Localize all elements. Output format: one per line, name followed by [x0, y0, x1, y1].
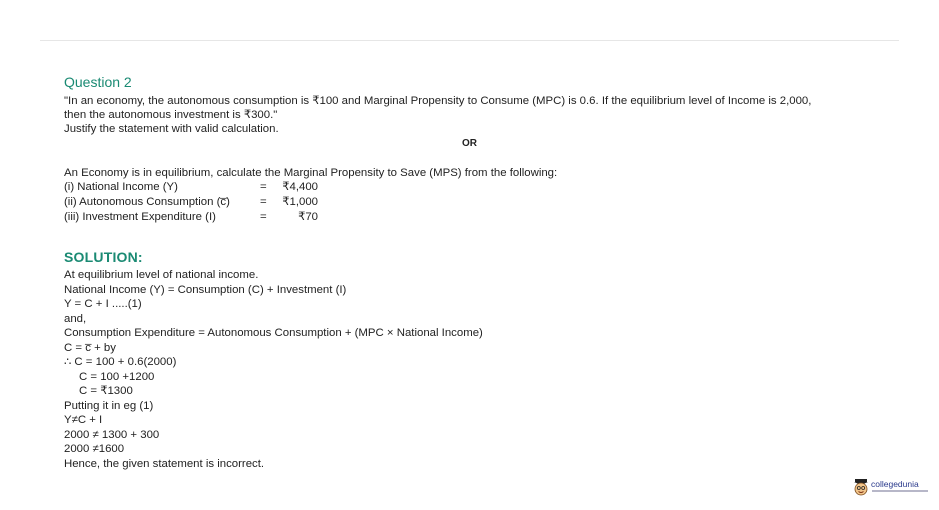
given-row	[64, 210, 364, 225]
solution-line: Y≠C + I	[64, 414, 103, 426]
or-separator: OR	[462, 138, 477, 149]
collegedunia-logo[interactable]	[850, 476, 930, 500]
solution-line: Putting it in eg (1)	[64, 400, 154, 412]
given-row	[64, 180, 364, 195]
solution-line: C = 100 +1200	[79, 371, 155, 383]
solution-line: Consumption Expenditure = Autonomous Consumption + (MPC × National Income)	[64, 327, 483, 339]
solution-line: At equilibrium level of national income.	[64, 269, 259, 281]
solution-line: C = c̅ + by	[64, 342, 116, 354]
solution-line: ∴ C = 100 + 0.6(2000)	[64, 356, 177, 368]
given-value: ₹1,000	[282, 196, 318, 208]
solution-line: Y = C + I .....(1)	[64, 298, 142, 310]
given-label: (i) National Income (Y)	[64, 181, 178, 193]
solution-line: 2000 ≠ 1300 + 300	[64, 429, 160, 441]
top-divider	[40, 40, 899, 41]
given-value: ₹70	[298, 211, 318, 223]
brand-name: collegedunia	[871, 479, 919, 489]
given-label: (ii) Autonomous Consumption (c̅)	[64, 196, 230, 208]
solution-title: SOLUTION:	[64, 249, 143, 265]
solution-conclusion: Hence, the given statement is incorrect.	[64, 458, 265, 470]
given-equals: =	[260, 196, 267, 208]
given-equals: =	[260, 181, 267, 193]
given-row	[64, 195, 364, 210]
given-value: ₹4,400	[282, 181, 318, 193]
question-statement-line-1: "In an economy, the autonomous consumption is ₹100 and Marginal Propensity to Consume (MPC) is 0.6. If the equilibrium level of Income is 2,000,	[64, 95, 812, 107]
question-title: Question 2	[64, 74, 132, 90]
given-equals: =	[260, 211, 267, 223]
solution-line: C = ₹1300	[79, 385, 133, 397]
brand-tagline	[872, 490, 928, 492]
solution-line: 2000 ≠1600	[64, 443, 125, 455]
graduate-face-icon	[852, 478, 870, 496]
solution-line: and,	[64, 313, 87, 325]
given-label: (iii) Investment Expenditure (I)	[64, 211, 216, 223]
solution-line: National Income (Y) = Consumption (C) + Investment (I)	[64, 284, 347, 296]
question-statement-line-3: Justify the statement with valid calculation.	[64, 123, 279, 135]
alternate-question-intro: An Economy is in equilibrium, calculate the Marginal Propensity to Save (MPS) from the following:	[64, 167, 558, 179]
question-statement-line-2: then the autonomous investment is ₹300."	[64, 109, 278, 121]
